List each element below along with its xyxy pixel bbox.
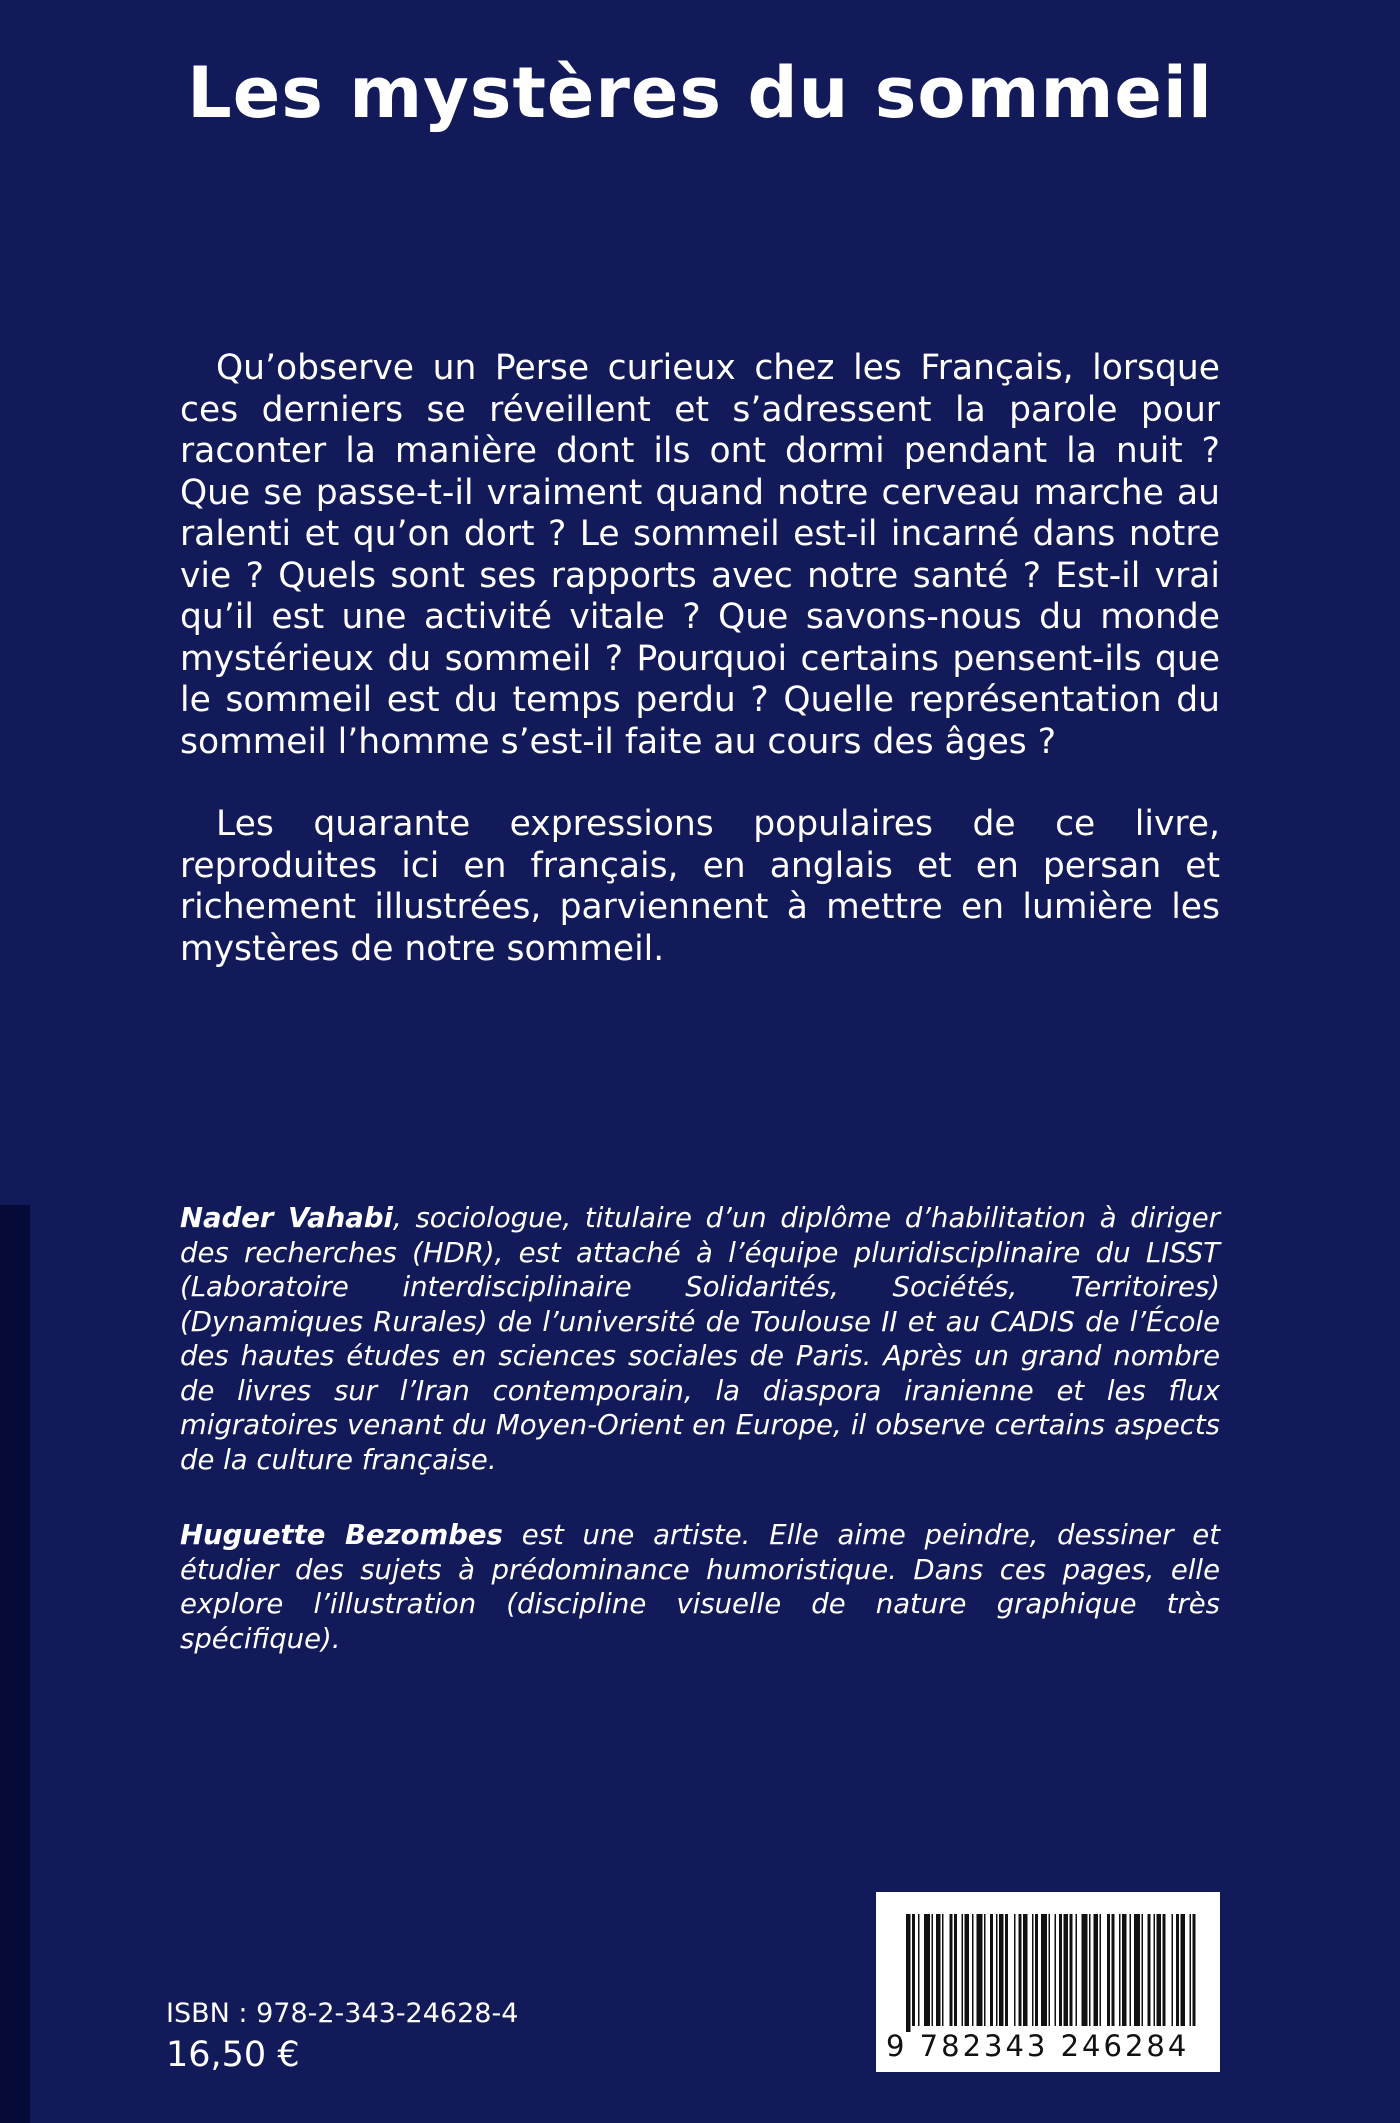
barcode-bar: [1094, 1914, 1099, 2026]
summary-paragraph-2: Les quarante expressions populaires de ce livre, reproduites ici en français, en anglais et en persan et richement illustrées, parviennent à mettre en lumière les mystères de notre sommeil.: [180, 804, 1220, 969]
barcode-bar: [977, 1914, 983, 2026]
barcode-bar: [1163, 1914, 1166, 2026]
barcode-digits: 9 782343 246284: [886, 2029, 1190, 2063]
barcode-bar: [999, 1914, 1004, 2026]
barcode-bar: [1014, 1914, 1016, 2026]
barcode-bar: [1082, 1914, 1088, 2026]
spine-strip: [0, 1205, 30, 2123]
barcode-bar: [932, 1914, 934, 2026]
author-bio-text: , sociologue, titulaire d’un diplôme d’habilitation à diriger des recherches (HDR), est attaché à l’équipe pluridisciplinaire du LISST (Laboratoire interdisciplinaire Solidarités, Sociétés, Territoires) (Dynamiques Rurales) de l’université de Toulouse II et au CADIS de l’École des hautes études en sciences sociales de Paris. Après un grand nombre de livres sur l’Iran contemporain, la diaspora iranienne et les flux migratoires venant du Moyen-Orient en Europe, il observe certains aspects de la culture française.: [180, 1202, 1221, 1476]
barcode-bar: [954, 1914, 957, 2026]
barcode-bar: [965, 1914, 970, 2026]
illustrator-bio: [180, 1518, 1220, 1656]
barcode-bar: [924, 1914, 930, 2026]
barcode-bar: [1181, 1914, 1186, 2026]
barcode-bar: [1035, 1914, 1038, 2026]
barcode-bar: [1176, 1914, 1179, 2026]
barcode-bar: [972, 1914, 974, 2026]
barcode-bar: [1032, 1914, 1034, 2026]
author-bio: [180, 1201, 1220, 1477]
barcode-bar: [1142, 1914, 1144, 2026]
barcode-bar: [1023, 1914, 1028, 2026]
barcode-bar: [1076, 1914, 1078, 2026]
barcode-bar: [1157, 1914, 1162, 2026]
barcode-bar: [1134, 1914, 1140, 2026]
isbn-label: ISBN : 978-2-343-24628-4: [166, 1998, 519, 2029]
barcode-bar: [1172, 1914, 1174, 2026]
barcode-bar: [1119, 1914, 1121, 2026]
barcode-bar: [1112, 1914, 1115, 2026]
barcode-bar: [1041, 1914, 1047, 2026]
barcode-bar: [1107, 1914, 1110, 2026]
barcode-bar: [1019, 1914, 1022, 2026]
barcode-bar: [1005, 1914, 1008, 2026]
barcode-bar: [1055, 1914, 1057, 2026]
barcode-bar: [912, 1914, 915, 2026]
price-label: 16,50 €: [166, 2035, 300, 2075]
barcode-bar: [1148, 1914, 1151, 2026]
book-summary: [180, 348, 1220, 1011]
barcode-bar: [1089, 1914, 1091, 2026]
barcode-bar: [984, 1914, 986, 2026]
barcode-bar: [1070, 1914, 1073, 2026]
barcode-bar: [936, 1914, 941, 2026]
illustrator-name: Huguette Bezombes: [180, 1519, 503, 1551]
barcode-bar: [1049, 1914, 1051, 2026]
barcode: [876, 1892, 1220, 2072]
barcode-bar: [1122, 1914, 1127, 2026]
barcode-bar: [1100, 1914, 1102, 2026]
barcode-bar: [996, 1914, 998, 2026]
illustrator-bio-text: est une artiste. Elle aime peindre, dessiner et étudier des sujets à prédominance humoristique. Dans ces pages, elle explore l’illustration (discipline visuelle de nature graphique très spécifique).: [180, 1519, 1220, 1655]
barcode-bar: [942, 1914, 944, 2026]
barcode-bar: [1193, 1914, 1196, 2026]
barcode-bar: [1154, 1914, 1156, 2026]
barcode-bar: [1190, 1914, 1192, 2026]
barcode-bar: [950, 1914, 953, 2026]
barcode-bar: [906, 1914, 911, 2032]
barcode-bar: [918, 1914, 920, 2026]
summary-paragraph-1: Qu’observe un Perse curieux chez les Français, lorsque ces derniers se réveillent et s’adressent la parole pour raconter la manière dont ils ont dormi pendant la nuit ? Que se passe-t-il vraiment quand notre cerveau marche au ralenti et qu’on dort ? Le sommeil est-il incarné dans notre vie ? Quels sont ses rapports avec notre santé ? Est-il vrai qu’il est une activité vitale ? Que savons-nous du monde mystérieux du sommeil ? Pourquoi certains pensent-ils que le sommeil est du temps perdu ? Quelle représentation du sommeil l’homme s’est-il faite au cours des âges ?: [180, 348, 1220, 762]
barcode-bar: [990, 1914, 993, 2026]
book-title: Les mystères du sommeil: [187, 52, 1213, 134]
barcode-bar: [962, 1914, 964, 2026]
barcode-bar: [1064, 1914, 1069, 2026]
author-name: Nader Vahabi: [180, 1202, 393, 1234]
barcode-bar: [1130, 1914, 1132, 2026]
barcode-bar: [1059, 1914, 1062, 2026]
